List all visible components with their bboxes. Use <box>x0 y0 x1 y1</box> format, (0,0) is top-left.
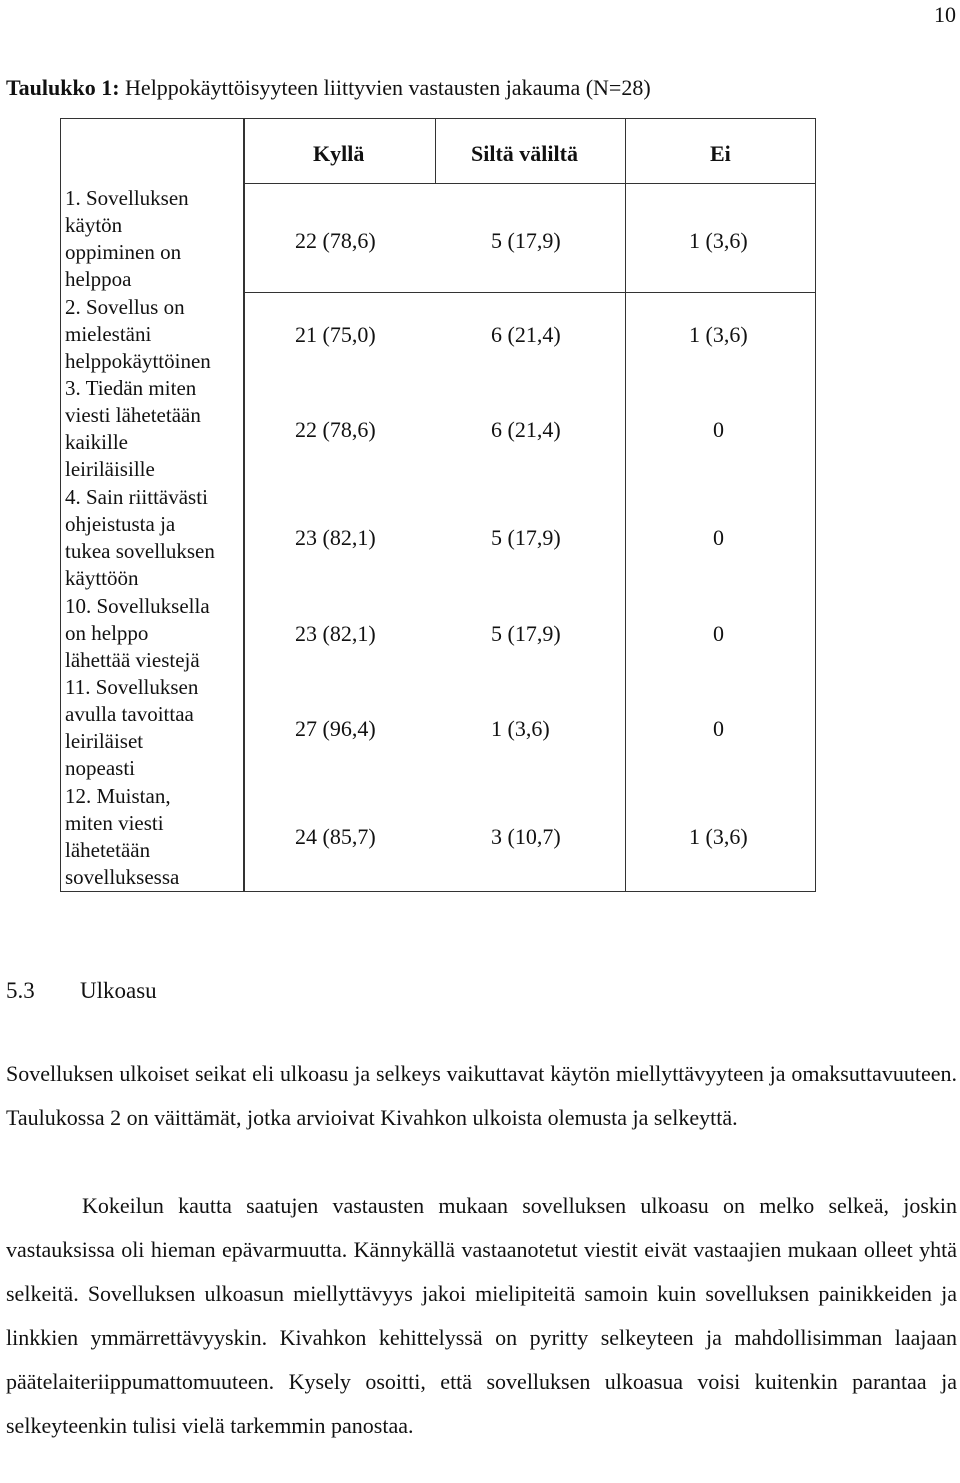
table-cell: 23 (82,1) <box>295 525 376 550</box>
statement-line: tukea sovelluksen <box>65 539 215 563</box>
statement-line: on helppo <box>65 621 149 645</box>
table-cell: 0 <box>713 621 724 646</box>
statement-line: sovelluksessa <box>65 865 180 889</box>
statement-1 <box>65 185 189 293</box>
statement-line: 11. Sovelluksen <box>65 675 199 699</box>
table-cell: 23 (82,1) <box>295 621 376 646</box>
table-cell: 6 (21,4) <box>491 322 561 347</box>
table-cell: 1 (3,6) <box>689 824 748 849</box>
statement-line: leiriläisille <box>65 457 155 481</box>
caption-label: Taulukko 1: <box>6 75 120 100</box>
table-cell: 22 (78,6) <box>295 228 376 253</box>
table-cell: 24 (85,7) <box>295 824 376 849</box>
statement-3 <box>65 375 201 483</box>
table-cell: 5 (17,9) <box>491 621 561 646</box>
table-cell: 27 (96,4) <box>295 716 376 741</box>
statement-line: helppoa <box>65 267 132 291</box>
table-cell: 0 <box>713 525 724 550</box>
table-cell: 22 (78,6) <box>295 417 376 442</box>
caption-text: Helppokäyttöisyyteen liittyvien vastausten jakauma (N=28) <box>125 75 651 100</box>
results-table <box>60 118 816 892</box>
header-ei: Ei <box>710 141 731 166</box>
statement-line: nopeasti <box>65 756 135 780</box>
table-cell: 0 <box>713 417 724 442</box>
statement-line: 12. Muistan, <box>65 784 171 808</box>
statement-line: mielestäni <box>65 322 152 346</box>
statement-line: 2. Sovellus on <box>65 295 185 319</box>
statement-2 <box>65 294 211 375</box>
table-cell: 3 (10,7) <box>491 824 561 849</box>
statement-line: miten viesti <box>65 811 164 835</box>
body-paragraph: Kokeilun kautta saatujen vastausten mukaan sovelluksen ulkoasu on melko selkeä, joskin vastauksissa oli hieman epävarmuutta. Kännykällä vastaanotetut viestit eivät vastaajien mukaan olleet yhtä selkeitä. Sovelluksen ulkoasun miellyttävyys jakoi mielipiteitä samoin kuin sovelluksen painikkeiden ja linkkien ymmärrettävyyskin. Kivahkon kehittelyssä on pyritty selkeyteen ja mahdollisimman laajaan päätelaiteriippumattomuuteen. Kysely osoitti, että sovelluksen ulkoasua voisi kuitenkin parantaa ja selkeyteenkin tulisi vielä tarkemmin panostaa. <box>6 1193 957 1438</box>
header-row <box>244 118 816 184</box>
section-heading <box>6 978 157 1004</box>
statement-4 <box>65 484 215 592</box>
statement-line: 3. Tiedän miten <box>65 376 197 400</box>
table-cell: 1 (3,6) <box>689 322 748 347</box>
table-cell: 6 (21,4) <box>491 417 561 442</box>
body-paragraph: Sovelluksen ulkoiset seikat eli ulkoasu ja selkeys vaikuttavat käytön miellyttävyyteen ja omaksuttavuuteen. Taulukossa 2 on väittämät, jotka arvioivat Kivahkon ulkoista olemusta ja selkeyttä. <box>6 1061 957 1130</box>
statement-line: ohjeistusta ja <box>65 512 176 536</box>
statement-line: lähettää viestejä <box>65 648 200 672</box>
statement-line: 10. Sovelluksella <box>65 594 210 618</box>
statement-line: avulla tavoittaa <box>65 702 194 726</box>
statement-12 <box>65 783 179 891</box>
statement-11 <box>65 674 198 782</box>
table-cell: 1 (3,6) <box>689 228 748 253</box>
statement-line: 4. Sain riittävästi <box>65 485 208 509</box>
statement-line: käyttöön <box>65 566 139 590</box>
statement-line: oppiminen on <box>65 240 182 264</box>
statement-line: 1. Sovelluksen <box>65 186 189 210</box>
table-caption <box>6 75 651 101</box>
statement-line: viesti lähetetään <box>65 403 201 427</box>
page-number: 10 <box>934 2 956 27</box>
data-body <box>244 184 816 892</box>
section-number: 5.3 <box>6 978 35 1003</box>
statement-line: kaikille <box>65 430 128 454</box>
statements-cell <box>60 118 244 892</box>
table-cell: 21 (75,0) <box>295 322 376 347</box>
table-cell: 0 <box>713 716 724 741</box>
statement-10 <box>65 593 210 674</box>
statement-line: leiriläiset <box>65 729 144 753</box>
statement-line: helppokäyttöinen <box>65 349 211 373</box>
header-silta-valilta: Siltä väliltä <box>471 141 578 166</box>
header-kylla: Kyllä <box>313 141 365 166</box>
table-cell: 5 (17,9) <box>491 228 561 253</box>
section-title: Ulkoasu <box>80 978 157 1003</box>
table-cell: 5 (17,9) <box>491 525 561 550</box>
statement-line: lähetetään <box>65 838 151 862</box>
statement-line: käytön <box>65 213 123 237</box>
table-cell: 1 (3,6) <box>491 716 550 741</box>
answers-block <box>244 118 816 892</box>
